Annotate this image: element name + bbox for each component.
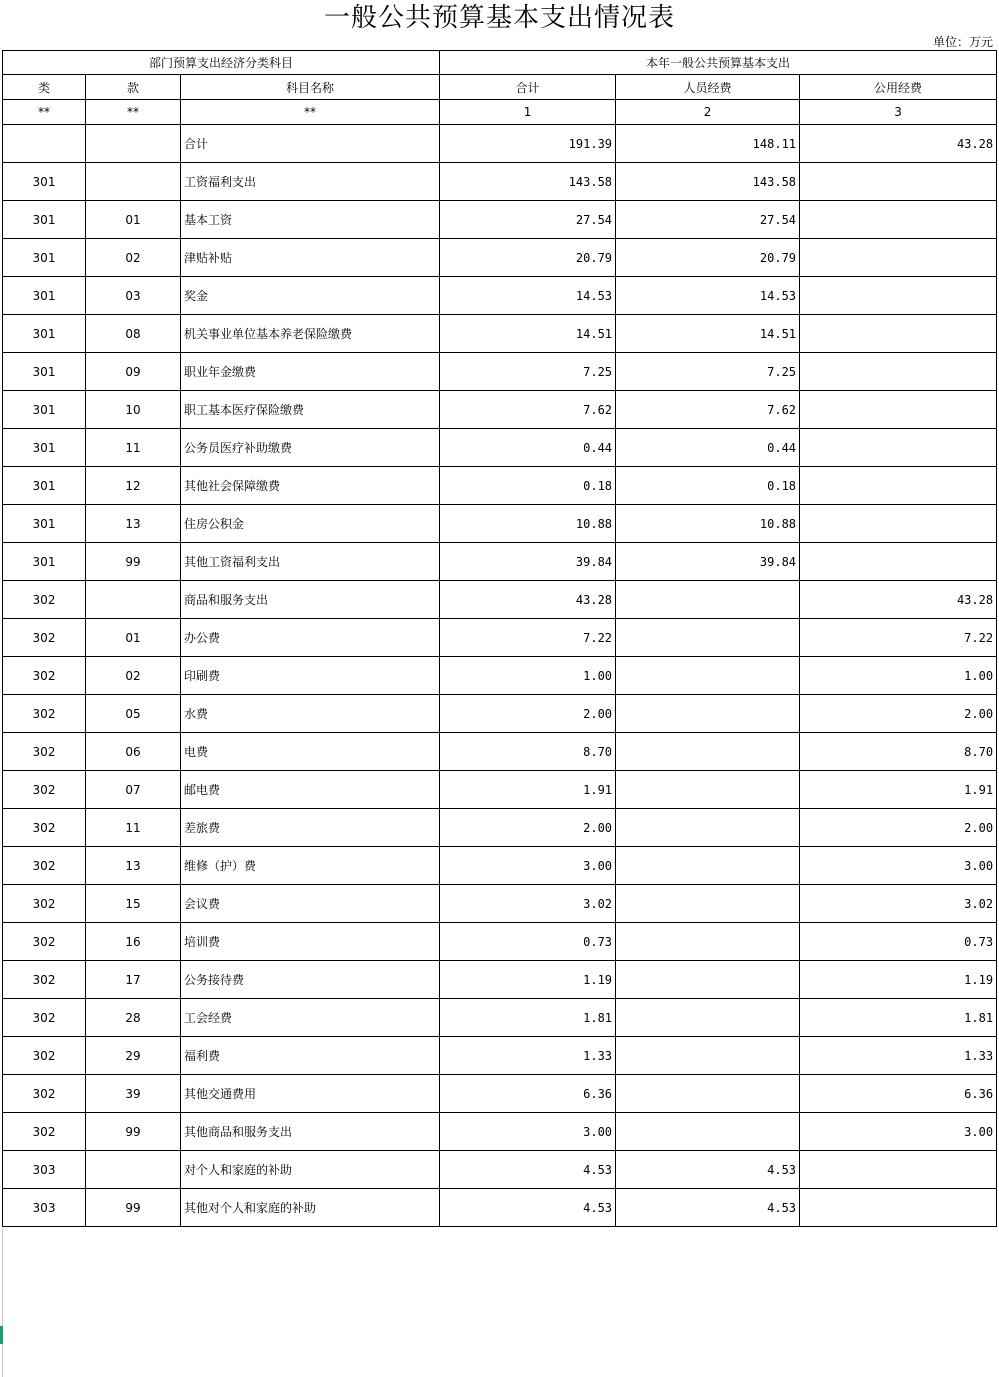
cell-personnel — [616, 999, 800, 1037]
cell-class: 301 — [3, 239, 86, 277]
cell-item: 06 — [86, 733, 181, 771]
table-row — [3, 657, 997, 695]
cell-personnel — [616, 1075, 800, 1113]
cell-subject-name: 维修（护）费 — [181, 847, 440, 885]
cell-class: 302 — [3, 961, 86, 999]
cell-class: 302 — [3, 619, 86, 657]
sheet-scroll-marker — [0, 1326, 3, 1344]
table-row — [3, 315, 997, 353]
cell-total: 2.00 — [440, 809, 616, 847]
sheet-left-border — [2, 1228, 3, 1377]
cell-personnel: 14.51 — [616, 315, 800, 353]
cell-public: 0.73 — [800, 923, 997, 961]
cell-personnel — [616, 961, 800, 999]
cell-subject-name: 电费 — [181, 733, 440, 771]
table-row — [3, 1037, 997, 1075]
cell-total: 3.00 — [440, 847, 616, 885]
cell-item — [86, 581, 181, 619]
header-personnel: 人员经费 — [616, 75, 800, 100]
cell-item — [86, 1151, 181, 1189]
cell-personnel: 4.53 — [616, 1151, 800, 1189]
cell-item: 01 — [86, 201, 181, 239]
cell-public — [800, 315, 997, 353]
cell-item: 01 — [86, 619, 181, 657]
cell-subject-name: 福利费 — [181, 1037, 440, 1075]
header-public: 公用经费 — [800, 75, 997, 100]
table-row — [3, 353, 997, 391]
cell-subject-name: 工会经费 — [181, 999, 440, 1037]
header-column-row — [3, 75, 997, 100]
header-class: 类 — [3, 75, 86, 100]
cell-item: 12 — [86, 467, 181, 505]
cell-item: 17 — [86, 961, 181, 999]
cell-total: 191.39 — [440, 125, 616, 163]
cell-item: 99 — [86, 543, 181, 581]
cell-class: 302 — [3, 771, 86, 809]
cell-total: 14.51 — [440, 315, 616, 353]
cell-public: 1.81 — [800, 999, 997, 1037]
table-row — [3, 391, 997, 429]
cell-class: 302 — [3, 1113, 86, 1151]
cell-subject-name: 其他商品和服务支出 — [181, 1113, 440, 1151]
cell-total: 0.44 — [440, 429, 616, 467]
cell-subject-name: 培训费 — [181, 923, 440, 961]
cell-public — [800, 353, 997, 391]
header-total: 合计 — [440, 75, 616, 100]
cell-class: 302 — [3, 847, 86, 885]
index-personnel: 2 — [616, 100, 800, 125]
cell-public: 3.02 — [800, 885, 997, 923]
cell-public — [800, 429, 997, 467]
cell-subject-name: 差旅费 — [181, 809, 440, 847]
cell-subject-name: 奖金 — [181, 277, 440, 315]
cell-subject-name: 会议费 — [181, 885, 440, 923]
cell-total: 27.54 — [440, 201, 616, 239]
cell-subject-name: 其他对个人和家庭的补助 — [181, 1189, 440, 1227]
cell-item: 39 — [86, 1075, 181, 1113]
table-row — [3, 125, 997, 163]
cell-public: 1.91 — [800, 771, 997, 809]
cell-subject-name: 印刷费 — [181, 657, 440, 695]
cell-subject-name: 其他工资福利支出 — [181, 543, 440, 581]
header-group-row — [3, 51, 997, 75]
cell-public: 2.00 — [800, 809, 997, 847]
cell-public — [800, 505, 997, 543]
table-row — [3, 809, 997, 847]
cell-public — [800, 467, 997, 505]
cell-public: 3.00 — [800, 1113, 997, 1151]
cell-item: 02 — [86, 239, 181, 277]
header-subject-name: 科目名称 — [181, 75, 440, 100]
cell-public — [800, 543, 997, 581]
cell-subject-name: 商品和服务支出 — [181, 581, 440, 619]
cell-class: 301 — [3, 429, 86, 467]
table-row — [3, 239, 997, 277]
cell-item: 08 — [86, 315, 181, 353]
cell-total: 7.25 — [440, 353, 616, 391]
cell-total: 3.00 — [440, 1113, 616, 1151]
cell-public — [800, 277, 997, 315]
cell-item: 28 — [86, 999, 181, 1037]
table-row — [3, 847, 997, 885]
cell-class: 302 — [3, 695, 86, 733]
header-index-row — [3, 100, 997, 125]
table-row — [3, 961, 997, 999]
cell-personnel — [616, 581, 800, 619]
header-group-right: 本年一般公共预算基本支出 — [440, 51, 997, 75]
cell-public: 1.19 — [800, 961, 997, 999]
cell-subject-name: 职工基本医疗保险缴费 — [181, 391, 440, 429]
cell-public — [800, 163, 997, 201]
cell-personnel — [616, 847, 800, 885]
cell-subject-name: 基本工资 — [181, 201, 440, 239]
cell-public — [800, 1151, 997, 1189]
cell-item: 99 — [86, 1189, 181, 1227]
table-row — [3, 695, 997, 733]
cell-personnel: 148.11 — [616, 125, 800, 163]
cell-item — [86, 163, 181, 201]
cell-total: 1.19 — [440, 961, 616, 999]
page-title: 一般公共预算基本支出情况表 — [323, 3, 675, 33]
cell-public: 2.00 — [800, 695, 997, 733]
cell-class: 302 — [3, 885, 86, 923]
cell-total: 43.28 — [440, 581, 616, 619]
cell-total: 2.00 — [440, 695, 616, 733]
cell-subject-name: 水费 — [181, 695, 440, 733]
table-row — [3, 581, 997, 619]
table-row — [3, 1189, 997, 1227]
table-row — [3, 277, 997, 315]
cell-personnel — [616, 733, 800, 771]
cell-item: 13 — [86, 847, 181, 885]
cell-public: 43.28 — [800, 581, 997, 619]
cell-public: 1.33 — [800, 1037, 997, 1075]
header-group-left: 部门预算支出经济分类科目 — [3, 51, 440, 75]
table-row — [3, 885, 997, 923]
cell-class: 302 — [3, 809, 86, 847]
cell-class: 302 — [3, 657, 86, 695]
table-row — [3, 1113, 997, 1151]
table-row — [3, 999, 997, 1037]
cell-personnel: 14.53 — [616, 277, 800, 315]
cell-total: 14.53 — [440, 277, 616, 315]
cell-total: 1.81 — [440, 999, 616, 1037]
table-row — [3, 543, 997, 581]
table-row — [3, 619, 997, 657]
index-public: 3 — [800, 100, 997, 125]
cell-public: 7.22 — [800, 619, 997, 657]
cell-subject-name: 工资福利支出 — [181, 163, 440, 201]
table-row — [3, 505, 997, 543]
cell-personnel: 0.44 — [616, 429, 800, 467]
cell-subject-name: 合计 — [181, 125, 440, 163]
cell-item: 03 — [86, 277, 181, 315]
cell-item: 02 — [86, 657, 181, 695]
table-row — [3, 771, 997, 809]
cell-class: 301 — [3, 163, 86, 201]
cell-personnel — [616, 923, 800, 961]
cell-personnel — [616, 695, 800, 733]
cell-personnel — [616, 771, 800, 809]
table-row — [3, 733, 997, 771]
cell-item: 13 — [86, 505, 181, 543]
cell-item: 05 — [86, 695, 181, 733]
cell-total: 7.62 — [440, 391, 616, 429]
cell-subject-name: 其他社会保障缴费 — [181, 467, 440, 505]
cell-class: 302 — [3, 923, 86, 961]
header-item: 款 — [86, 75, 181, 100]
cell-personnel: 27.54 — [616, 201, 800, 239]
cell-class: 301 — [3, 353, 86, 391]
cell-class: 301 — [3, 201, 86, 239]
cell-class: 303 — [3, 1151, 86, 1189]
cell-subject-name: 职业年金缴费 — [181, 353, 440, 391]
cell-personnel: 4.53 — [616, 1189, 800, 1227]
index-item: ** — [86, 100, 181, 125]
cell-personnel — [616, 1113, 800, 1151]
cell-class: 302 — [3, 581, 86, 619]
cell-public — [800, 391, 997, 429]
cell-class: 301 — [3, 505, 86, 543]
cell-item: 29 — [86, 1037, 181, 1075]
cell-subject-name: 其他交通费用 — [181, 1075, 440, 1113]
cell-total: 0.18 — [440, 467, 616, 505]
cell-item: 16 — [86, 923, 181, 961]
cell-item: 15 — [86, 885, 181, 923]
cell-item — [86, 125, 181, 163]
cell-total: 39.84 — [440, 543, 616, 581]
cell-total: 4.53 — [440, 1151, 616, 1189]
cell-subject-name: 住房公积金 — [181, 505, 440, 543]
cell-public: 43.28 — [800, 125, 997, 163]
cell-personnel: 7.25 — [616, 353, 800, 391]
cell-subject-name: 邮电费 — [181, 771, 440, 809]
budget-table — [2, 50, 997, 1227]
cell-personnel: 20.79 — [616, 239, 800, 277]
cell-personnel: 0.18 — [616, 467, 800, 505]
index-total: 1 — [440, 100, 616, 125]
cell-personnel — [616, 619, 800, 657]
cell-public: 8.70 — [800, 733, 997, 771]
cell-class: 301 — [3, 543, 86, 581]
cell-item: 11 — [86, 809, 181, 847]
cell-personnel: 143.58 — [616, 163, 800, 201]
table-row — [3, 429, 997, 467]
index-class: ** — [3, 100, 86, 125]
cell-total: 20.79 — [440, 239, 616, 277]
cell-personnel — [616, 657, 800, 695]
cell-class: 302 — [3, 1037, 86, 1075]
cell-public — [800, 201, 997, 239]
cell-personnel: 7.62 — [616, 391, 800, 429]
cell-subject-name: 办公费 — [181, 619, 440, 657]
cell-total: 4.53 — [440, 1189, 616, 1227]
cell-class: 302 — [3, 1075, 86, 1113]
cell-total: 8.70 — [440, 733, 616, 771]
table-row — [3, 923, 997, 961]
table-row — [3, 1151, 997, 1189]
table-row — [3, 201, 997, 239]
cell-class: 303 — [3, 1189, 86, 1227]
cell-item: 11 — [86, 429, 181, 467]
cell-personnel: 10.88 — [616, 505, 800, 543]
cell-class: 301 — [3, 391, 86, 429]
table-row — [3, 1075, 997, 1113]
cell-total: 1.33 — [440, 1037, 616, 1075]
cell-subject-name: 机关事业单位基本养老保险缴费 — [181, 315, 440, 353]
cell-class: 302 — [3, 733, 86, 771]
cell-total: 7.22 — [440, 619, 616, 657]
cell-class: 302 — [3, 999, 86, 1037]
cell-total: 3.02 — [440, 885, 616, 923]
cell-public: 6.36 — [800, 1075, 997, 1113]
table-row — [3, 467, 997, 505]
cell-total: 10.88 — [440, 505, 616, 543]
cell-item: 10 — [86, 391, 181, 429]
cell-total: 1.00 — [440, 657, 616, 695]
cell-subject-name: 公务接待费 — [181, 961, 440, 999]
cell-total: 0.73 — [440, 923, 616, 961]
cell-item: 99 — [86, 1113, 181, 1151]
cell-subject-name: 对个人和家庭的补助 — [181, 1151, 440, 1189]
cell-class: 301 — [3, 467, 86, 505]
cell-class — [3, 125, 86, 163]
cell-class: 301 — [3, 277, 86, 315]
cell-personnel: 39.84 — [616, 543, 800, 581]
cell-public: 1.00 — [800, 657, 997, 695]
cell-item: 09 — [86, 353, 181, 391]
cell-personnel — [616, 885, 800, 923]
cell-class: 301 — [3, 315, 86, 353]
table-row — [3, 163, 997, 201]
cell-item: 07 — [86, 771, 181, 809]
cell-personnel — [616, 1037, 800, 1075]
index-name: ** — [181, 100, 440, 125]
cell-total: 6.36 — [440, 1075, 616, 1113]
cell-public: 3.00 — [800, 847, 997, 885]
unit-label: 单位：万元 — [932, 35, 993, 49]
cell-total: 143.58 — [440, 163, 616, 201]
cell-public — [800, 1189, 997, 1227]
cell-subject-name: 公务员医疗补助缴费 — [181, 429, 440, 467]
cell-public — [800, 239, 997, 277]
cell-subject-name: 津贴补贴 — [181, 239, 440, 277]
cell-total: 1.91 — [440, 771, 616, 809]
cell-personnel — [616, 809, 800, 847]
